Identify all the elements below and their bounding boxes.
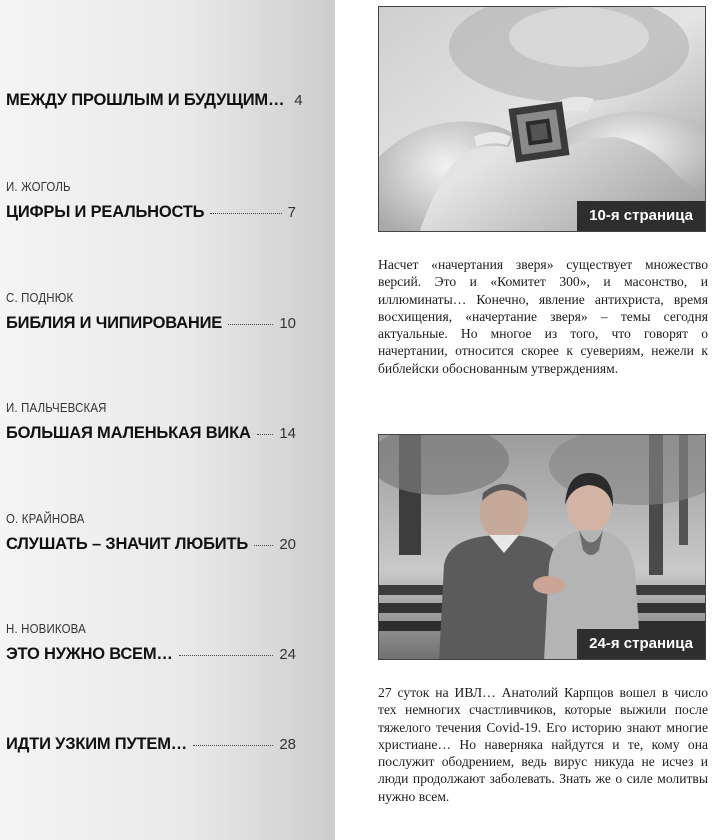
toc-entry[interactable]	[6, 290, 296, 336]
page-badge: 24-я страница	[577, 629, 705, 659]
toc-leader	[210, 213, 281, 214]
toc-author: С. ПОДНЮК	[6, 290, 74, 305]
feature-blurb: Насчет «начертания зверя» существует множество версий. Это и «Комитет 300», и масонство, и иллюминаты… Конечно, явление антихриста, время восхищения, «начертание зверя» – темы сегодня актуальные. Но многое из того, что говорят о начертании, относится скорее к суевериям, нежели к библейски обоснованным утверждениям.	[378, 257, 708, 376]
toc-title: ЭТО НУЖНО ВСЕМ…	[6, 645, 173, 663]
toc-page-number: 20	[279, 536, 296, 553]
toc-title: БИБЛИЯ И ЧИПИРОВАНИЕ	[6, 314, 223, 332]
toc-title: СЛУШАТЬ – ЗНАЧИТ ЛЮБИТЬ	[6, 535, 248, 553]
microchip-illustration	[379, 7, 706, 232]
toc-title: БОЛЬШАЯ МАЛЕНЬКАЯ ВИКА	[6, 424, 251, 442]
toc-entry[interactable]	[6, 511, 296, 557]
toc-page-number: 10	[279, 315, 296, 332]
toc-entry[interactable]	[6, 621, 296, 667]
toc-leader	[254, 545, 273, 546]
couple-illustration	[379, 435, 706, 660]
toc-entry[interactable]	[6, 179, 296, 225]
toc-title: ЦИФРЫ И РЕАЛЬНОСТЬ	[6, 203, 205, 221]
toc-author: Н. НОВИКОВА	[6, 621, 86, 636]
toc-leader	[193, 745, 273, 746]
toc-author: О. КРАЙНОВА	[6, 511, 85, 526]
toc-page-number: 7	[287, 204, 296, 221]
toc-leader	[257, 434, 274, 435]
toc-entry[interactable]	[6, 91, 303, 113]
toc-author: И. ПАЛЬЧЕВСКАЯ	[6, 400, 107, 415]
couple-photo[interactable]	[378, 434, 706, 660]
toc-author: И. ЖОГОЛЬ	[6, 179, 71, 194]
toc-page-number: 14	[279, 425, 296, 442]
toc-title: ИДТИ УЗКИМ ПУТЕМ…	[6, 735, 188, 753]
page-badge: 10-я страница	[577, 201, 705, 231]
toc-entry[interactable]	[6, 400, 296, 446]
toc-leader	[179, 655, 274, 656]
toc-page-number: 4	[294, 92, 303, 109]
toc-page-number: 24	[279, 646, 296, 663]
table-of-contents	[0, 0, 335, 840]
toc-entry[interactable]	[6, 735, 296, 757]
toc-leader	[228, 324, 273, 325]
toc-page-number: 28	[279, 736, 296, 753]
toc-title: МЕЖДУ ПРОШЛЫМ И БУДУЩИМ…	[6, 91, 285, 109]
feature-blurb: 27 суток на ИВЛ… Анатолий Карпцов вошел в число тех немногих счастливчиков, которые выжили после тяжелого течения Covid-19. Его историю знают многие христиане… Но наверняка найдутся и те, кому она послужит ободрением, ведь вирус никуда не исчез и люди продолжают заболевать. Знать же о силе молитвы нужно всем.	[378, 685, 708, 804]
microchip-photo[interactable]	[378, 6, 706, 232]
